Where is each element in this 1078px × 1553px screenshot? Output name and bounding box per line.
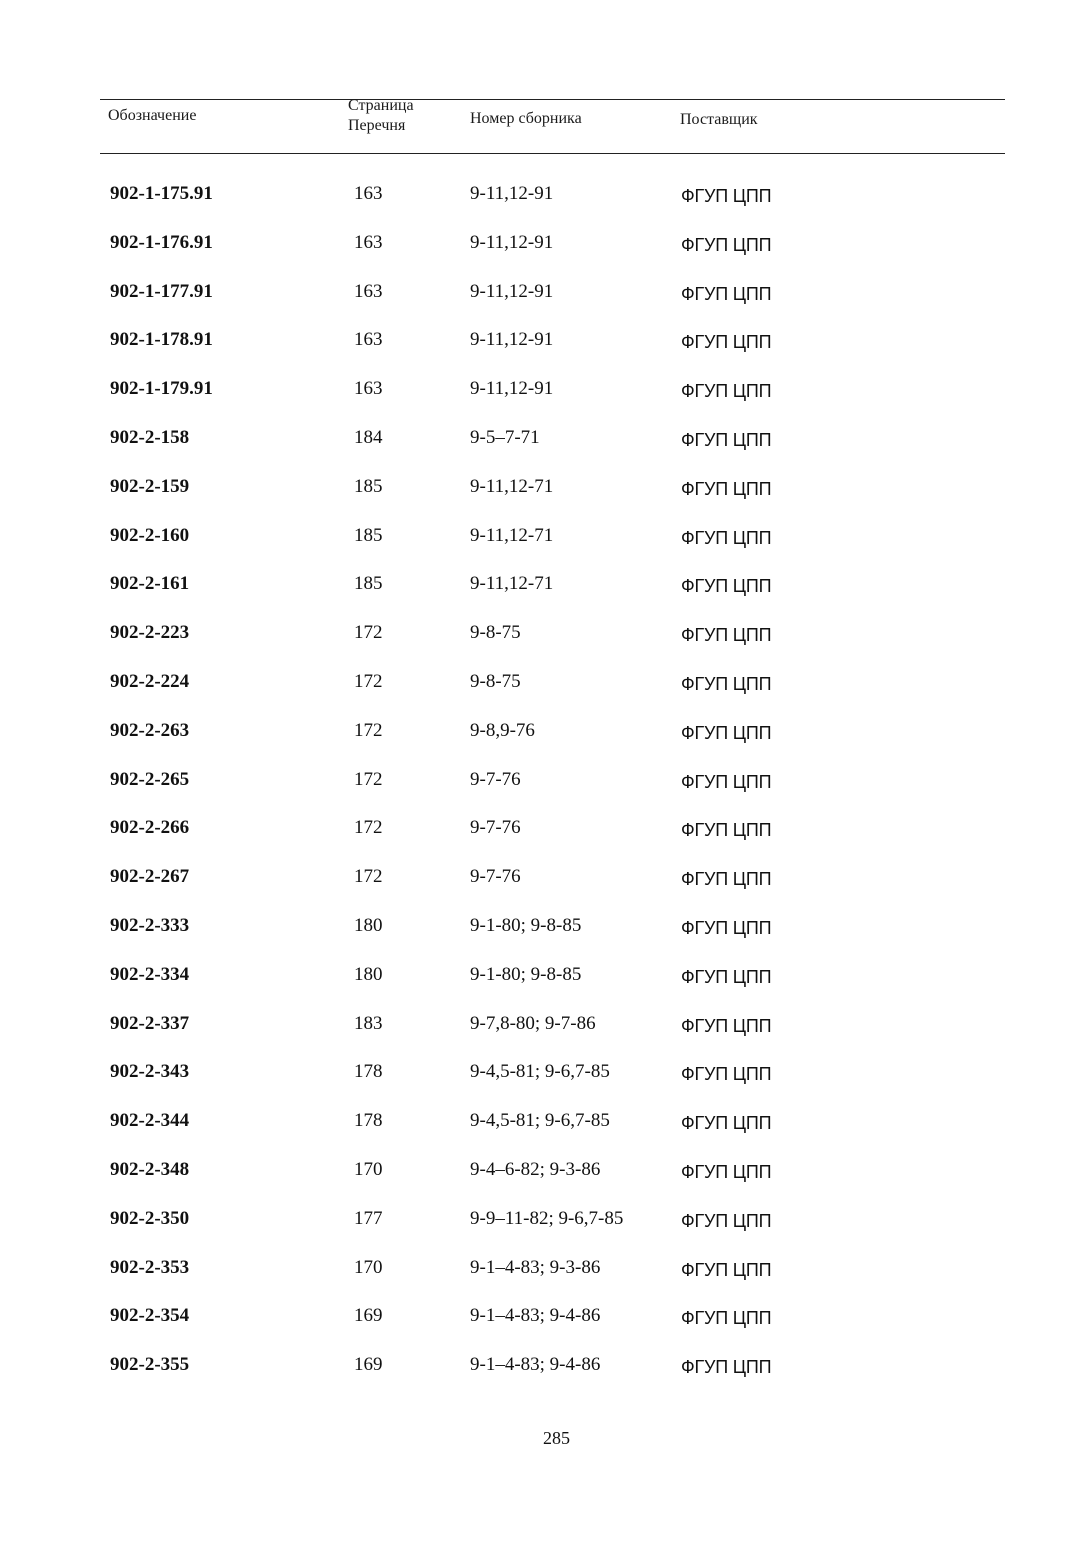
page-cell: 185: [354, 524, 383, 546]
collection-cell: 9-8,9-76: [470, 719, 535, 741]
collection-cell: 9-1-80; 9-8-85: [470, 963, 582, 985]
supplier-cell: ФГУП ЦПП: [681, 966, 772, 987]
collection-cell: 9-1-80; 9-8-85: [470, 914, 582, 936]
column-header-page-line1: Страница: [348, 97, 414, 114]
designation-cell: 902-2-263: [110, 719, 190, 741]
collection-cell: 9-4–6-82; 9-3-86: [470, 1158, 601, 1180]
table-row: [0, 275, 1078, 324]
table-row: [0, 519, 1078, 568]
collection-cell: 9-11,12-91: [470, 378, 554, 400]
collection-cell: 9-11,12-91: [470, 329, 554, 351]
page-cell: 169: [354, 1354, 383, 1376]
collection-cell: 9-9–11-82; 9-6,7-85: [470, 1207, 624, 1229]
collection-cell: 9-1–4-83; 9-3-86: [470, 1256, 601, 1278]
designation-cell: 902-2-343: [110, 1061, 190, 1083]
table-row: [0, 177, 1078, 226]
page-cell: 172: [354, 866, 383, 888]
page-cell: 172: [354, 622, 383, 644]
table-row: [0, 1299, 1078, 1348]
collection-cell: 9-11,12-71: [470, 573, 554, 595]
table-row: [0, 665, 1078, 714]
collection-cell: 9-11,12-91: [470, 183, 554, 204]
table-row: [0, 421, 1078, 470]
collection-cell: 9-1–4-83; 9-4-86: [470, 1354, 601, 1376]
page-cell: 172: [354, 817, 383, 839]
page-cell: 163: [354, 329, 383, 351]
supplier-cell: ФГУП ЦПП: [681, 186, 772, 206]
table-body: [0, 177, 1078, 1397]
designation-cell: 902-1-177.91: [110, 280, 213, 302]
table-row: [0, 714, 1078, 763]
designation-cell: 902-2-158: [110, 426, 190, 448]
collection-cell: 9-7-76: [470, 768, 521, 790]
designation-cell: 902-1-176.91: [110, 231, 213, 253]
collection-cell: 9-11,12-91: [470, 280, 554, 302]
designation-cell: 902-2-355: [110, 1354, 190, 1376]
collection-cell: 9-8-75: [470, 670, 521, 692]
designation-cell: 902-2-344: [110, 1110, 190, 1132]
collection-cell: 9-7,8-80; 9-7-86: [470, 1012, 596, 1034]
collection-cell: 9-7-76: [470, 866, 521, 888]
designation-cell: 902-2-160: [110, 524, 190, 546]
page-cell: 170: [354, 1256, 383, 1278]
table-row: [0, 226, 1078, 275]
designation-cell: 902-2-266: [110, 817, 190, 839]
supplier-cell: ФГУП ЦПП: [681, 381, 772, 402]
page-cell: 184: [354, 426, 383, 448]
supplier-cell: ФГУП ЦПП: [681, 1113, 772, 1134]
designation-cell: 902-1-175.91: [110, 183, 213, 204]
supplier-cell: ФГУП ЦПП: [681, 1308, 772, 1329]
page-cell: 170: [354, 1158, 383, 1180]
table-row: [0, 616, 1078, 665]
supplier-cell: ФГУП ЦПП: [681, 283, 772, 304]
designation-cell: 902-2-161: [110, 573, 190, 595]
designation-cell: 902-2-267: [110, 866, 190, 888]
table-row: [0, 1202, 1078, 1251]
designation-cell: 902-2-265: [110, 768, 190, 790]
designation-cell: 902-2-159: [110, 475, 190, 497]
page-cell: 185: [354, 475, 383, 497]
table-row: [0, 763, 1078, 812]
table-row: [0, 323, 1078, 372]
supplier-cell: ФГУП ЦПП: [681, 869, 772, 890]
collection-cell: 9-11,12-71: [470, 475, 554, 497]
page-cell: 172: [354, 768, 383, 790]
supplier-cell: ФГУП ЦПП: [681, 576, 772, 597]
table-row: [0, 860, 1078, 909]
designation-cell: 902-2-354: [110, 1305, 190, 1327]
supplier-cell: ФГУП ЦПП: [681, 722, 772, 743]
supplier-cell: ФГУП ЦПП: [681, 1161, 772, 1182]
designation-cell: 902-2-337: [110, 1012, 190, 1034]
page-cell: 172: [354, 719, 383, 741]
table-row: [0, 1104, 1078, 1153]
designation-cell: 902-2-334: [110, 963, 190, 985]
table-row: [0, 1007, 1078, 1056]
page-cell: 163: [354, 378, 383, 400]
page-cell: 163: [354, 280, 383, 302]
page-cell: 180: [354, 914, 383, 936]
designation-cell: 902-2-333: [110, 914, 190, 936]
supplier-cell: ФГУП ЦПП: [681, 1210, 772, 1231]
supplier-cell: ФГУП ЦПП: [681, 478, 772, 499]
supplier-cell: ФГУП ЦПП: [681, 1015, 772, 1036]
supplier-cell: ФГУП ЦПП: [681, 673, 772, 694]
column-header-collection: Номер сборника: [470, 110, 582, 127]
table-row: [0, 958, 1078, 1007]
page-cell: 163: [354, 231, 383, 253]
column-header-page-line2: Перечня: [348, 117, 406, 134]
column-header-supplier: Поставщик: [680, 111, 758, 128]
page-cell: 163: [354, 183, 383, 204]
supplier-cell: ФГУП ЦПП: [681, 1357, 772, 1378]
table-row: [0, 1348, 1078, 1397]
designation-cell: 902-1-178.91: [110, 329, 213, 351]
page-cell: 178: [354, 1061, 383, 1083]
collection-cell: 9-8-75: [470, 622, 521, 644]
supplier-cell: ФГУП ЦПП: [681, 1259, 772, 1280]
designation-cell: 902-2-224: [110, 670, 190, 692]
collection-cell: 9-4,5-81; 9-6,7-85: [470, 1061, 610, 1083]
page-cell: 172: [354, 670, 383, 692]
table-row: [0, 372, 1078, 421]
designation-cell: 902-1-179.91: [110, 378, 213, 400]
table-row: [0, 567, 1078, 616]
page-cell: 180: [354, 963, 383, 985]
designation-cell: 902-2-223: [110, 622, 190, 644]
collection-cell: 9-4,5-81; 9-6,7-85: [470, 1110, 610, 1132]
page-cell: 185: [354, 573, 383, 595]
header-bottom-rule: [100, 153, 1005, 154]
designation-cell: 902-2-348: [110, 1158, 190, 1180]
supplier-cell: ФГУП ЦПП: [681, 429, 772, 450]
supplier-cell: ФГУП ЦПП: [681, 234, 772, 255]
collection-cell: 9-11,12-71: [470, 524, 554, 546]
supplier-cell: ФГУП ЦПП: [681, 820, 772, 841]
collection-cell: 9-1–4-83; 9-4-86: [470, 1305, 601, 1327]
collection-cell: 9-11,12-91: [470, 231, 554, 253]
table-row: [0, 1251, 1078, 1300]
page-cell: 177: [354, 1207, 383, 1229]
supplier-cell: ФГУП ЦПП: [681, 771, 772, 792]
collection-cell: 9-7-76: [470, 817, 521, 839]
column-header-page: [348, 96, 438, 136]
supplier-cell: ФГУП ЦПП: [681, 1064, 772, 1085]
supplier-cell: ФГУП ЦПП: [681, 625, 772, 646]
supplier-cell: ФГУП ЦПП: [681, 332, 772, 353]
table-row: [0, 1055, 1078, 1104]
page-cell: 169: [354, 1305, 383, 1327]
supplier-cell: ФГУП ЦПП: [681, 917, 772, 938]
page-cell: 183: [354, 1012, 383, 1034]
table-row: [0, 1153, 1078, 1202]
collection-cell: 9-5–7-71: [470, 426, 540, 448]
column-header-designation: Обозначение: [108, 107, 197, 124]
designation-cell: 902-2-353: [110, 1256, 190, 1278]
page-number: 285: [543, 1428, 570, 1448]
supplier-cell: ФГУП ЦПП: [681, 527, 772, 548]
table-row: [0, 909, 1078, 958]
header-top-rule: [100, 99, 1005, 100]
table-row: [0, 811, 1078, 860]
designation-cell: 902-2-350: [110, 1207, 190, 1229]
table-row: [0, 470, 1078, 519]
page-cell: 178: [354, 1110, 383, 1132]
